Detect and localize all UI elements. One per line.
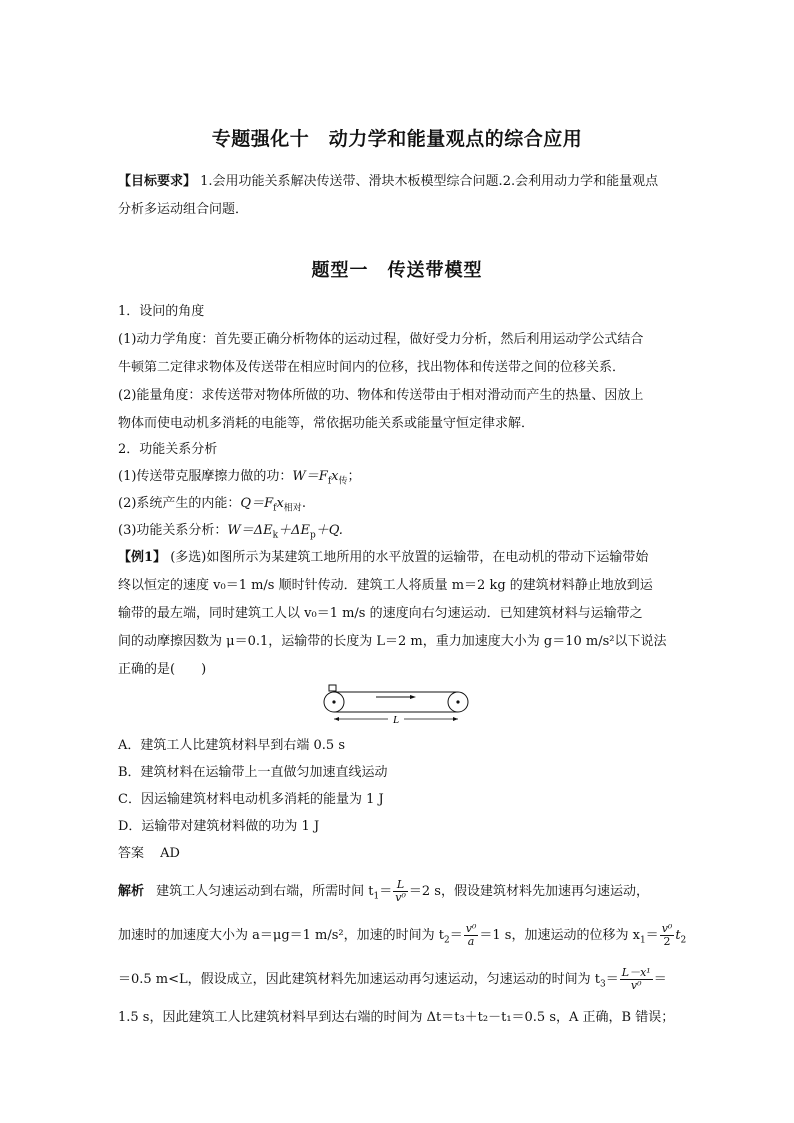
direction-arrow-head — [410, 695, 416, 699]
example-text-5: 正确的是( ) — [118, 662, 207, 677]
eq: ＝ — [449, 928, 463, 943]
analysis-line-2 — [118, 922, 687, 952]
sub-chuan: 传 — [338, 476, 348, 487]
answer-label: 答案 — [118, 846, 145, 861]
sub: 2 — [444, 935, 450, 946]
denominator: v⁰ — [395, 891, 406, 904]
eq: ＝ — [653, 972, 667, 987]
material-block — [329, 685, 336, 691]
goal-text-1: 1.会用功能关系解决传送带、滑块木板模型综合问题.2.会利用动力学和能量观点 — [200, 174, 659, 189]
sub: 2 — [680, 935, 687, 946]
var-x: x — [276, 496, 284, 511]
option-a: A．建筑工人比建筑材料早到右端 0.5 s — [118, 738, 345, 753]
option-b: B．建筑材料在运输带上一直做匀加速直线运动 — [118, 765, 388, 780]
conveyor-belt-diagram — [318, 683, 478, 727]
s2-item-2 — [118, 495, 683, 518]
s1-p2-line1: (2)能量角度：求传送带对物体所做的功、物体和传送带由于相对滑动而产生的热量、因放上 — [118, 388, 644, 403]
s2-item-1-formula: W＝F — [292, 469, 328, 484]
var-x: x — [331, 469, 339, 484]
analysis-text: ＝1 s，加速运动的位移为 x — [479, 928, 640, 943]
length-arrow-left — [334, 717, 339, 721]
length-arrow-right — [453, 717, 458, 721]
analysis-text: 建筑工人匀速运动到右端，所需时间 t — [156, 884, 374, 899]
numerator: L－x¹ — [621, 966, 651, 979]
analysis-line-4: 1.5 s，因此建筑工人比建筑材料早到达右端的时间为 Δt＝t₃＋t₂－t₁＝0.5 s，A 正确，B 错误； — [118, 1010, 675, 1025]
option-c: C．因运输建筑材料电动机多消耗的能量为 1 J — [118, 792, 384, 807]
var-t: t — [675, 928, 681, 943]
formula-part: ＋Q. — [315, 523, 343, 538]
eq: ＝ — [645, 928, 659, 943]
example-text-2: 终以恒定的速度 v₀＝1 m/s 顺时针传动．建筑工人将质量 m＝2 kg 的建筑材料静止地放到运 — [118, 578, 653, 593]
answer-value: AD — [160, 846, 180, 861]
fraction-L-v0 — [393, 879, 408, 904]
eq: ＝ — [379, 884, 393, 899]
s1-p2-line2: 物体而使电动机多消耗的电能等，常依据功能关系或能量守恒定律求解． — [118, 416, 535, 431]
example-line-1 — [118, 549, 683, 567]
length-label: L — [392, 714, 400, 726]
denominator: a — [467, 935, 475, 948]
fraction-v0-a — [464, 923, 479, 948]
sub-f: f — [273, 503, 277, 514]
s2-item-2-formula: Q＝F — [240, 496, 274, 511]
s1-heading: 1．设问的角度 — [118, 304, 205, 319]
analysis-text: ＝2 s，假设建筑材料先加速再匀速运动， — [408, 884, 649, 899]
goal-text-2: 分析多运动组合问题． — [118, 202, 249, 217]
denominator: v⁰ — [630, 979, 642, 992]
s1-p1-line1: (1)动力学角度：首先要正确分析物体的运动过程，做好受力分析，然后利用运动学公式结合 — [118, 332, 644, 347]
goal-label: 【目标要求】 — [118, 174, 197, 189]
analysis-label: 解析 — [118, 884, 145, 899]
s2-item-3 — [118, 522, 683, 545]
s2-item-1-text: (1)传送带克服摩擦力做的功： — [118, 469, 293, 484]
sub-f: f — [327, 476, 332, 487]
sub-k: k — [272, 530, 279, 541]
answer-line — [118, 845, 683, 863]
option-d: D．运输带对建筑材料做的功为 1 J — [118, 819, 320, 834]
denominator: 2 — [663, 935, 671, 948]
formula-part: W＝ΔE — [227, 523, 273, 538]
eq: ＝ — [605, 972, 619, 987]
goal-line-1 — [118, 173, 683, 191]
punct: ； — [347, 469, 361, 484]
section-title: 题型一 传送带模型 — [311, 260, 483, 281]
sub: 1 — [639, 935, 646, 946]
numerator: v⁰ — [465, 922, 477, 935]
formula-part: ＋ΔE — [278, 523, 311, 538]
analysis-text: ＝0.5 m<L，假设成立，因此建筑材料先加速运动再匀速运动，匀速运动的时间为 t — [118, 972, 601, 987]
sub: 3 — [600, 979, 606, 990]
s2-heading: 2．功能关系分析 — [118, 442, 218, 457]
sub-xiangdui: 相对 — [283, 503, 302, 514]
sub: 1 — [373, 891, 380, 902]
page-title: 专题强化十 动力学和能量观点的综合应用 — [211, 128, 583, 150]
numerator: L — [393, 879, 408, 892]
s2-item-1 — [118, 468, 683, 491]
fraction-v0-2 — [660, 923, 675, 948]
right-axle — [456, 700, 459, 703]
example-text-4: 间的动摩擦因数为 μ＝0.1，运输带的长度为 L＝2 m，重力加速度大小为 g＝10 m/s²以下说法 — [118, 634, 667, 649]
example-label: 【例1】 — [118, 550, 167, 565]
sub-p: p — [310, 530, 316, 541]
analysis-text: 加速时的加速度大小为 a＝μg＝1 m/s²，加速的时间为 t — [118, 928, 445, 943]
left-axle — [332, 700, 335, 703]
analysis-line-3 — [118, 967, 683, 996]
analysis-line-1 — [118, 879, 683, 908]
s1-p1-line2: 牛顿第二定律求物体及传送带在相应时间内的位移，找出物体和传送带之间的位移关系． — [118, 360, 626, 375]
fraction-L-x1-v0 — [620, 967, 653, 992]
numerator: v⁰ — [661, 922, 673, 935]
punct: . — [301, 496, 306, 511]
example-text-3: 输带的最左端，同时建筑工人以 v₀＝1 m/s 的速度向右匀速运动．已知建筑材料与运输带之 — [118, 606, 643, 621]
s2-item-3-text: (3)功能关系分析： — [118, 523, 228, 538]
s2-item-2-text: (2)系统产生的内能： — [118, 496, 241, 511]
example-text-1: (多选)如图所示为某建筑工地所用的水平放置的运输带，在电动机的带动下运输带始 — [170, 550, 649, 565]
